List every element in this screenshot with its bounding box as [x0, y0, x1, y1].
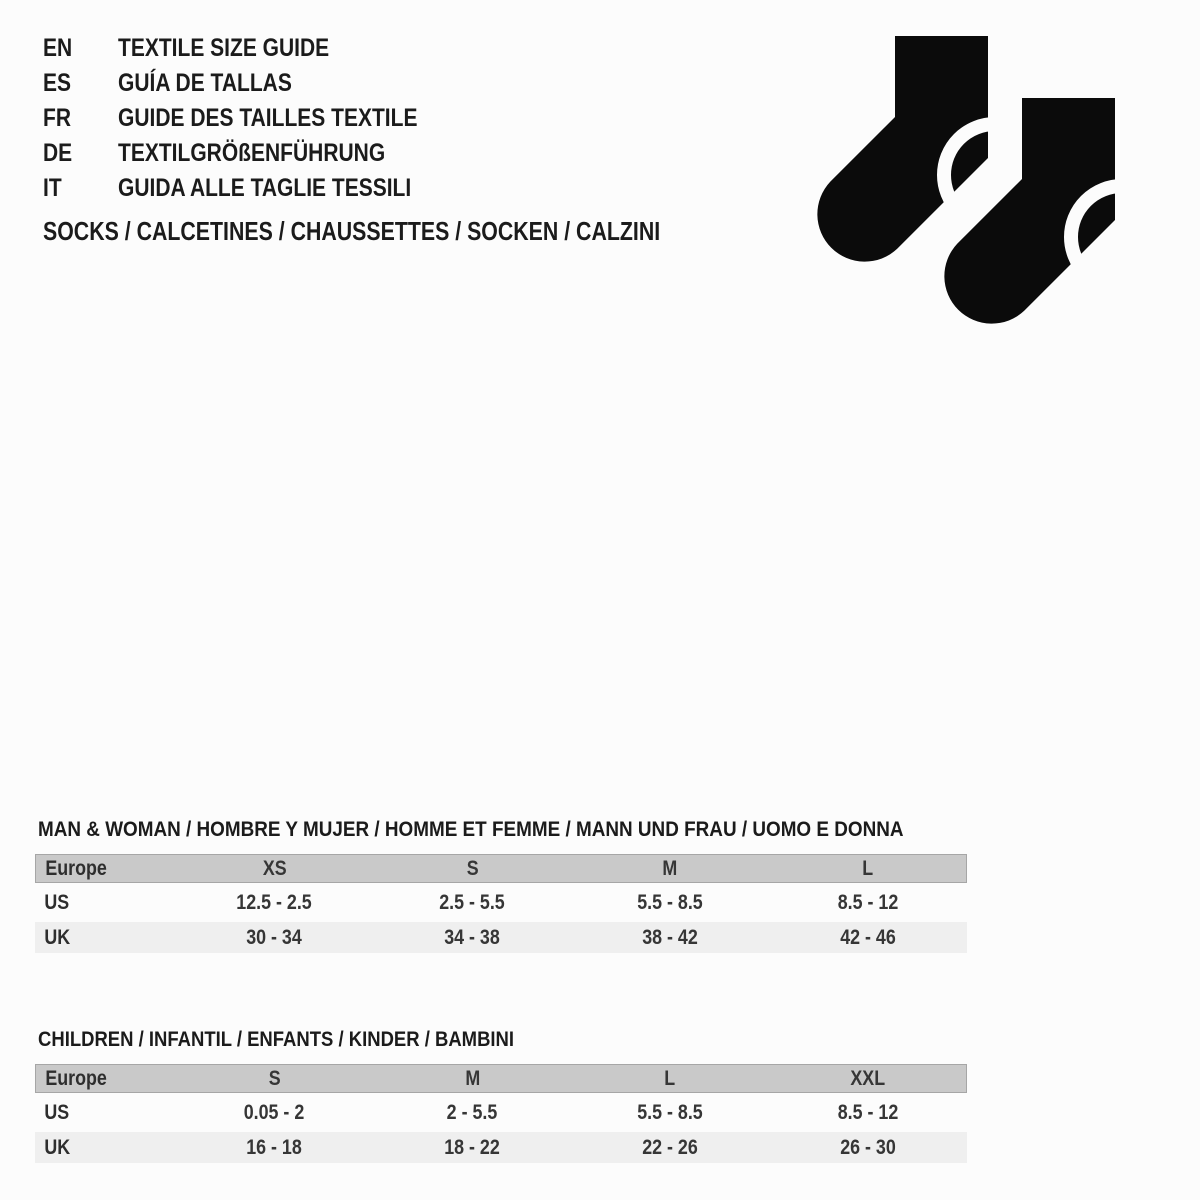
row-label-us: US	[44, 890, 70, 914]
language-code-it	[43, 174, 118, 203]
row-label-us: US	[44, 1100, 70, 1124]
cell-uk-l: 42 - 46	[840, 925, 896, 949]
table-header-row	[35, 854, 967, 883]
language-row-de	[43, 136, 475, 171]
cell-uk-s: 16 - 18	[246, 1135, 302, 1159]
category-line	[43, 216, 796, 247]
cell-us-l: 8.5 - 12	[837, 890, 899, 914]
language-code-text: IT	[43, 174, 62, 202]
table-title-man-woman	[38, 818, 967, 842]
size-table-children	[35, 1028, 967, 1167]
header-cell-size-m: M	[464, 1066, 480, 1090]
language-row-it	[43, 171, 475, 206]
row-label-uk: UK	[44, 1135, 71, 1159]
language-title-es	[118, 69, 325, 98]
table-row-uk	[35, 922, 967, 953]
header-cell-size-xs: XS	[262, 856, 287, 880]
header-cell-size-xxl: XXL	[849, 1066, 885, 1090]
language-title-en	[118, 34, 369, 63]
table-title-text: CHILDREN / INFANTIL / ENFANTS / KINDER / BAMBINI	[38, 1028, 515, 1051]
cell-uk-xs: 30 - 34	[246, 925, 302, 949]
header-cell-size-l: L	[664, 1066, 676, 1090]
cell-uk-l: 22 - 26	[642, 1135, 698, 1159]
language-row-en	[43, 31, 475, 66]
language-title-text: GUIDA ALLE TAGLIE TESSILI	[118, 174, 412, 202]
language-code-text: DE	[43, 139, 73, 167]
table-title-children	[38, 1028, 967, 1052]
cell-us-xxl: 8.5 - 12	[837, 1100, 899, 1124]
language-title-fr	[118, 104, 475, 133]
cell-us-m: 5.5 - 8.5	[637, 890, 703, 914]
language-code-text: EN	[43, 34, 73, 62]
table-row-us	[35, 1097, 967, 1128]
socks-icon	[810, 23, 1150, 358]
header-cell-size-s: S	[268, 1066, 281, 1090]
table-row-us	[35, 887, 967, 918]
language-code-text: ES	[43, 69, 72, 97]
language-title-text: GUIDE DES TAILLES TEXTILE	[118, 104, 418, 132]
language-code-fr	[43, 104, 118, 133]
category-line-text: SOCKS / CALCETINES / CHAUSSETTES / SOCKEN / CALZINI	[43, 216, 661, 246]
cell-us-xs: 12.5 - 2.5	[236, 890, 312, 914]
cell-uk-m: 18 - 22	[444, 1135, 500, 1159]
language-title-list	[43, 31, 475, 206]
cell-us-m: 2 - 5.5	[446, 1100, 498, 1124]
table-header-row	[35, 1064, 967, 1093]
cell-uk-s: 34 - 38	[444, 925, 500, 949]
header-cell-region: Europe	[45, 1066, 107, 1090]
table-row-uk	[35, 1132, 967, 1163]
header-cell-size-m: M	[662, 856, 678, 880]
table-title-text: MAN & WOMAN / HOMBRE Y MUJER / HOMME ET FEMME / MANN UND FRAU / UOMO E DONNA	[38, 818, 904, 841]
socks-icon-svg	[810, 23, 1150, 358]
language-title-it	[118, 174, 467, 203]
language-title-text: TEXTILE SIZE GUIDE	[118, 34, 330, 62]
language-code-es	[43, 69, 118, 98]
language-code-text: FR	[43, 104, 71, 132]
language-row-es	[43, 66, 475, 101]
language-code-de	[43, 139, 118, 168]
cell-uk-xxl: 26 - 30	[840, 1135, 896, 1159]
cell-us-s: 2.5 - 5.5	[439, 890, 505, 914]
row-label-uk: UK	[44, 925, 71, 949]
language-title-text: GUÍA DE TALLAS	[118, 69, 292, 97]
cell-uk-m: 38 - 42	[642, 925, 698, 949]
language-row-fr	[43, 101, 475, 136]
size-table-man-woman	[35, 818, 967, 957]
cell-us-l: 5.5 - 8.5	[637, 1100, 703, 1124]
header-cell-region: Europe	[45, 856, 107, 880]
header-cell-size-l: L	[861, 856, 873, 880]
language-title-text: TEXTILGRÖßENFÜHRUNG	[118, 139, 386, 167]
language-code-en	[43, 34, 118, 63]
header-cell-size-s: S	[466, 856, 479, 880]
language-title-de	[118, 139, 436, 168]
cell-us-s: 0.05 - 2	[243, 1100, 305, 1124]
